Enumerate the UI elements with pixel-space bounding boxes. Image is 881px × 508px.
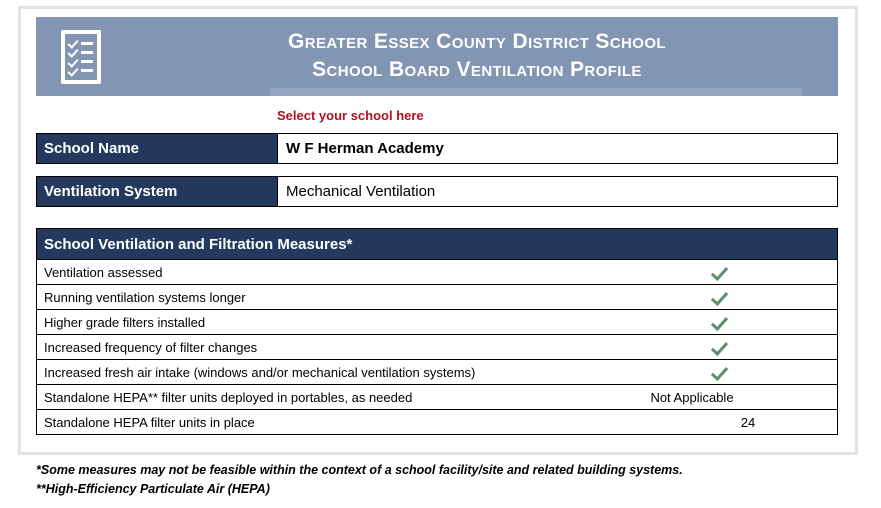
check-icon	[607, 289, 837, 306]
measure-label: Standalone HEPA filter units in place	[44, 414, 255, 430]
table-row	[37, 285, 837, 310]
measure-label: Increased frequency of filter changes	[44, 339, 258, 355]
measure-label: Increased fresh air intake (windows and/or mechanical ventilation systems)	[44, 364, 476, 380]
table-row	[37, 410, 837, 435]
check-icon	[607, 264, 837, 281]
header-title-line-2: School Board Ventilation Profile	[312, 58, 642, 81]
ventilation-system-row	[36, 176, 838, 207]
school-name-label: School Name	[37, 134, 278, 163]
table-row	[37, 335, 837, 360]
ventilation-system-value: Mechanical Ventilation	[278, 177, 837, 206]
measures-table-header: School Ventilation and Filtration Measures*	[37, 229, 837, 260]
measure-value: Not Applicable	[650, 389, 734, 405]
check-icon	[607, 364, 837, 381]
table-row	[37, 360, 837, 385]
footnote-2: **High-Efficiency Particulate Air (HEPA)	[36, 482, 270, 497]
checklist-clipboard-icon	[50, 28, 112, 86]
header-title-group	[116, 17, 838, 96]
footnotes	[36, 461, 683, 500]
check-icon	[607, 314, 837, 331]
table-row	[37, 260, 837, 285]
measure-label: Ventilation assessed	[44, 264, 163, 280]
header-title-line-1: Greater Essex County District School	[288, 30, 666, 54]
measures-table	[36, 228, 838, 435]
measure-label: Higher grade filters installed	[44, 314, 206, 330]
select-school-hint: Select your school here	[277, 108, 424, 123]
page-header-banner	[36, 17, 838, 96]
table-row	[37, 385, 837, 410]
school-name-select[interactable]: W F Herman Academy	[278, 134, 837, 163]
ventilation-system-label: Ventilation System	[37, 177, 278, 206]
school-name-row	[36, 133, 838, 164]
check-icon	[607, 339, 837, 356]
measure-label: Running ventilation systems longer	[44, 289, 246, 305]
header-banner-shadow	[270, 88, 802, 96]
table-row	[37, 310, 837, 335]
measure-label: Standalone HEPA** filter units deployed in portables, as needed	[44, 389, 413, 405]
footnote-1: *Some measures may not be feasible within the context of a school facility/site and related building systems.	[36, 463, 683, 477]
measure-value: 24	[740, 414, 756, 430]
